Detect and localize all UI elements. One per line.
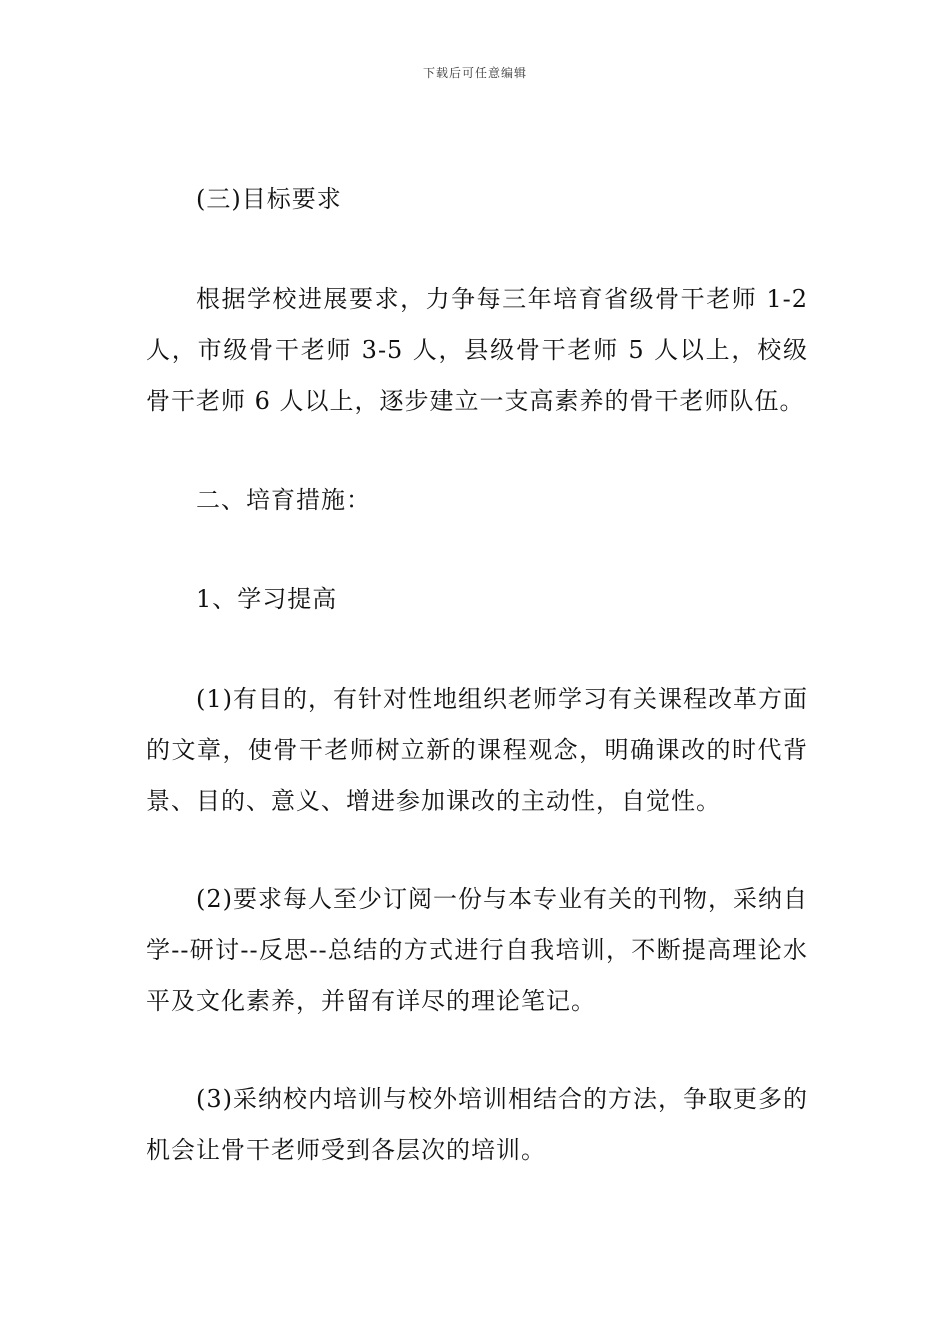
list-item-3: (3)采纳校内培训与校外培训相结合的方法，争取更多的机会让骨干老师受到各层次的培训。 bbox=[146, 1085, 808, 1164]
page-header-note: 下载后可任意编辑 bbox=[422, 66, 527, 80]
list-item-2: (2)要求每人至少订阅一份与本专业有关的刊物，采纳自学--研讨--反思--总结的方式进行自我培训，不断提高理论水平及文化素养，并留有详尽的理论笔记。 bbox=[146, 885, 808, 1015]
paragraph-goals: 根据学校进展要求，力争每三年培育省级骨干老师 1-2人，市级骨干老师 3-5 人，县级骨干老师 5 人以上，校级骨干老师 6 人以上，逐步建立一支高素养的骨干老师队伍。 bbox=[146, 285, 808, 415]
list-item-1: (1)有目的，有针对性地组织老师学习有关课程改革方面的文章，使骨干老师树立新的课程观念，明确课改的时代背景、目的、意义、增进参加课改的主动性，自觉性。 bbox=[146, 685, 808, 815]
heading-goals: (三)目标要求 bbox=[196, 185, 342, 213]
heading-study: 1、学习提高 bbox=[196, 585, 338, 613]
heading-measures: 二、培育措施： bbox=[196, 486, 371, 514]
